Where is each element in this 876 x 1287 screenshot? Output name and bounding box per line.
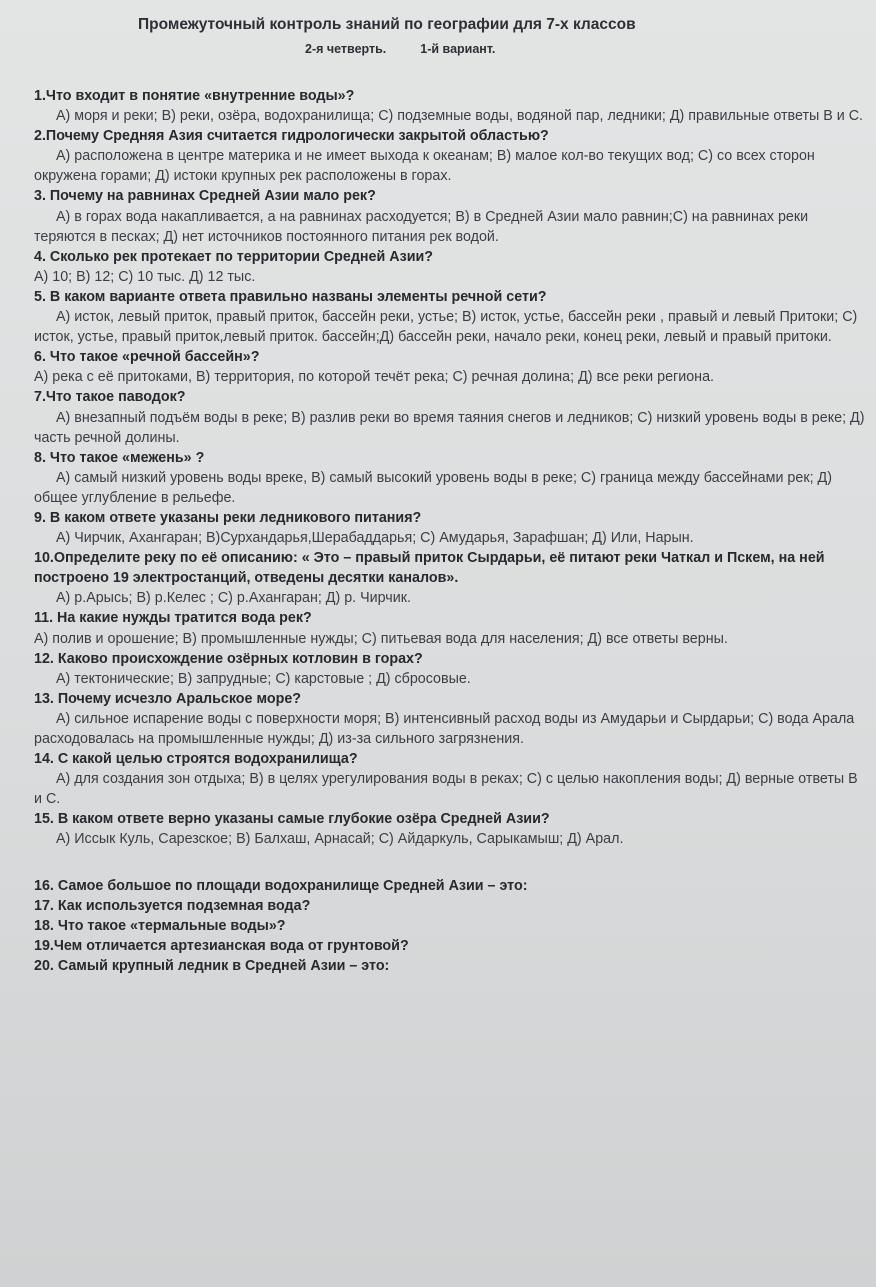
spacer [34,850,866,876]
question-15 [34,809,866,849]
answer-options: А) в горах вода накапливается, а на равнинах расходуется; В) в Средней Азии мало равнин;С) на равнинах реки теряются в песках; Д) нет источников постоянного питания рек водой. [34,208,809,245]
question-text: 2.Почему Средняя Азия считается гидрологически закрытой областью? [34,128,549,145]
quarter-label: 2-я четверть. [305,42,387,56]
question-14 [34,749,866,809]
answer-options: А) сильное испарение воды с поверхности моря; В) интенсивный расход воды из Амударьи и Сырдарьи; С) вода Арала расходовалась на промышленные нужды; Д) из-за сильного загрязнения. [34,710,855,747]
question-18 [34,916,866,936]
answer-options: А) тектонические; В) запрудные; С) карстовые ; Д) сбросовые. [56,670,471,687]
answer-options: А) река с её притоками, В) территория, по которой течёт река; С) речная долина; Д) все реки региона. [34,369,714,386]
question-9 [34,508,866,548]
question-7 [34,387,866,447]
header [0,14,876,58]
question-20 [34,956,866,976]
answer-options: А) Чирчик, Ахангаран; В)Сурхандарья,Шерабаддарья; С) Амударья, Зарафшан; Д) Или, Нарын. [56,530,694,547]
question-text: 6. Что такое «речной бассейн»? [34,349,260,366]
question-text: 18. Что такое «термальные воды»? [34,917,286,934]
answer-options: А) р.Арысь; В) р.Келес ; С) р.Ахангаран; Д) р. Чирчик. [56,590,411,607]
question-8 [34,448,866,508]
question-13 [34,689,866,749]
answer-options: А) Иссык Куль, Сарезское; В) Балхаш, Арнасай; С) Айдаркуль, Сарыкамыш; Д) Арал. [56,831,624,848]
question-19 [34,936,866,956]
question-text: 13. Почему исчезло Аральское море? [34,690,302,707]
question-text: 5. В каком варианте ответа правильно названы элементы речной сети? [34,288,547,305]
question-text: 9. В каком ответе указаны реки ледникового питания? [34,509,422,526]
question-1 [34,86,866,126]
question-text: 8. Что такое «межень» ? [34,449,205,466]
question-text: 10.Определите реку по её описанию: « Это – правый приток Сырдарьи, её питают реки Чаткал и Пскем, на ней построено 19 электростанций, отведены десятки каналов». [34,550,825,587]
subtitle [305,40,876,58]
answer-options: А) для создания зон отдыха; В) в целях урегулирования воды в реках; С) с целью накопления воды; Д) верные ответы В и С. [34,771,858,808]
answer-options: А) полив и орошение; В) промышленные нужды; С) питьевая вода для населения; Д) все ответы верны. [34,630,728,647]
question-text: 14. С какой целью строятся водохранилища? [34,751,358,768]
question-6 [34,347,866,387]
question-text: 19.Чем отличается артезианская вода от грунтовой? [34,937,409,954]
answer-options: А) расположена в центре материка и не имеет выхода к океанам; В) малое кол-во текущих вод; С) со всех сторон окружена горами; Д) истоки крупных рек расположены в горах. [34,148,815,185]
question-list [34,86,866,976]
question-text: 7.Что такое паводок? [34,389,186,406]
question-4 [34,247,866,287]
question-text: 3. Почему на равнинах Средней Азии мало рек? [34,188,376,205]
answer-options: А) самый низкий уровень воды вреке, В) самый высокий уровень воды в реке; С) граница между бассейнами рек; Д) общее углубление в рельефе. [34,469,832,506]
question-text: 4. Сколько рек протекает по территории Средней Азии? [34,248,434,265]
answer-options: А) 10; В) 12; С) 10 тыс. Д) 12 тыс. [34,268,256,285]
question-text: 11. На какие нужды тратится вода рек? [34,610,312,627]
question-17 [34,896,866,916]
answer-options: А) внезапный подъём воды в реке; В) разлив реки во время таяния снегов и ледников; С) низкий уровень воды в реке; Д) часть речной долины. [34,409,865,446]
variant-label: 1-й вариант. [420,42,496,56]
answer-options: А) моря и реки; В) реки, озёра, водохранилища; С) подземные воды, водяной пар, ледники; Д) правильные ответы В и С. [56,108,864,125]
question-3 [34,186,866,246]
question-text: 12. Каково происхождение озёрных котловин в горах? [34,650,423,667]
question-10 [34,548,866,608]
question-12 [34,649,866,689]
question-text: 1.Что входит в понятие «внутренние воды»? [34,88,355,104]
answer-options: А) исток, левый приток, правый приток, бассейн реки, устье; В) исток, устье, бассейн реки , правый и левый Притоки; С) исток, устье, правый приток,левый приток. бассейн;Д) бассейн реки, начало реки, конец реки, левый и правый притоки. [34,309,858,346]
question-5 [34,287,866,347]
question-text: 15. В каком ответе верно указаны самые глубокие озёра Средней Азии? [34,811,550,828]
question-text: 20. Самый крупный ледник в Средней Азии – это: [34,957,390,974]
question-2 [34,126,866,186]
question-16 [34,876,866,896]
page-title: Промежуточный контроль знаний по географии для 7-х классов [138,16,636,33]
question-text: 16. Самое большое по площади водохранилище Средней Азии – это: [34,877,528,894]
question-text: 17. Как используется подземная вода? [34,897,311,914]
question-11 [34,608,866,648]
